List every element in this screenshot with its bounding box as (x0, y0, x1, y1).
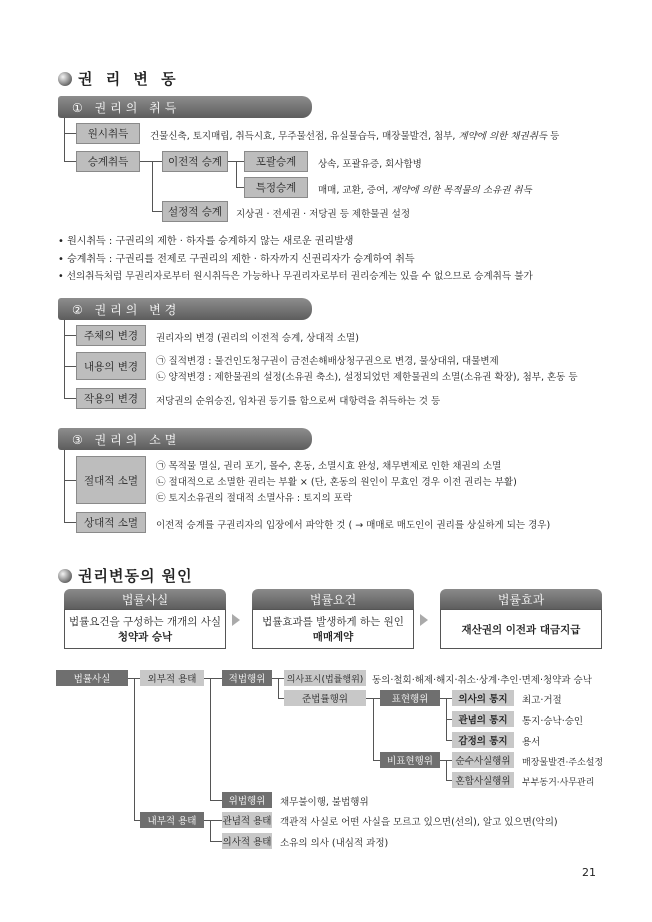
banner-change: ② 권리의 변경 (58, 298, 312, 320)
ideational-conduct-desc: 객관적 사실로 어떤 사실을 모르고 있으면(선의), 알고 있으면(악의) (280, 817, 558, 828)
box-specific-succession: 특정승계 (244, 177, 308, 198)
connector (64, 320, 65, 398)
subject-change-desc: 권리자의 변경 (권리의 이전적 승계, 상대적 소멸) (156, 333, 359, 344)
tree-notice-of-emotion: 감정의 통지 (452, 732, 514, 748)
box-subject-change: 주체의 변경 (76, 325, 146, 346)
absolute-loss-desc-1: ㉠ 목적물 멸실, 권리 포기, 몰수, 혼동, 소멸시효 완성, 채무변제로 인한 채권의 소멸 (156, 461, 502, 472)
connector (64, 161, 76, 162)
connector (152, 161, 153, 211)
content-change-desc-quantitative: ㉡ 양적변경 : 제한물권의 설정(소유권 축소), 설정되었던 제한물권의 소멸(소유권 확장), 첨부, 혼동 등 (156, 372, 578, 383)
box-absolute-loss: 절대적 소멸 (76, 456, 146, 504)
box-creative-succession: 설정적 승계 (162, 201, 228, 222)
tree-notice-of-intent: 의사의 통지 (452, 690, 514, 706)
tree-external-conduct: 외부적 용태 (140, 670, 204, 686)
tree-ideational-conduct: 관념적 용태 (222, 812, 272, 828)
connector (210, 678, 211, 800)
header-legal-requirement: 법률요건 (252, 589, 414, 609)
connector (446, 760, 447, 780)
notice-of-idea-desc: 통지·승낙·승인 (522, 716, 584, 727)
header-legal-fact: 법률사실 (64, 589, 226, 609)
tree-volitional-conduct: 의사적 용태 (222, 833, 272, 849)
box-legal-fact: 법률요건을 구성하는 개개의 사실 청약과 승낙 (64, 609, 226, 649)
relative-loss-desc: 이전적 승계를 구권리자의 입장에서 파악한 것 ( → 매매로 매도인이 권리를 상실하게 되는 경우) (156, 520, 551, 531)
section-title-rights-change: 권 리 변 동 (58, 68, 180, 89)
connector (64, 335, 76, 336)
connector (64, 450, 65, 522)
connector (373, 760, 380, 761)
connector (278, 678, 279, 698)
volitional-conduct-desc: 소유의 의사 (내심적 과정) (280, 838, 389, 849)
bullet-ball-icon (58, 72, 72, 86)
tree-lawful-act: 적법행위 (222, 670, 272, 686)
note-bullet: • 승계취득 : 구권리를 전제로 구권리의 제한 · 하자까지 신권리자가 승계하여 취득 (58, 254, 415, 265)
box-content-change: 내용의 변경 (76, 352, 146, 380)
connector (134, 678, 135, 820)
absolute-loss-desc-2: ㉡ 절대적으로 소멸한 권리는 부활 × (단, 혼동의 원인이 무효인 경우 이전 권리는 부활) (156, 477, 517, 488)
connector (210, 820, 211, 841)
tree-unlawful-act: 위법행위 (222, 792, 272, 808)
box-legal-effect: 재산권의 이전과 대금지급 (440, 609, 602, 649)
effect-change-desc: 저당권의 순위승진, 임차권 등기를 함으로써 대항력을 취득하는 것 등 (156, 396, 441, 407)
creative-succession-desc: 지상권 · 전세권 · 저당권 등 제한물권 설정 (236, 209, 411, 220)
tree-non-expression-act: 비표현행위 (380, 752, 440, 768)
box-transfer-succession: 이전적 승계 (162, 151, 228, 172)
connector (64, 118, 65, 162)
connector (64, 480, 76, 481)
connector (210, 800, 222, 801)
tree-expression-act: 표현행위 (380, 690, 440, 706)
arrow-right-icon (420, 614, 428, 626)
section-title-causes: 권리변동의 원인 (58, 565, 193, 586)
connector (236, 187, 244, 188)
tree-mixed-fact-act: 혼합사실행위 (452, 772, 514, 788)
header-legal-effect: 법률효과 (440, 589, 602, 609)
absolute-loss-desc-3: ㉢ 토지소유권의 절대적 소멸사유 : 토지의 포락 (156, 493, 353, 504)
tree-declaration-of-intent: 의사표시(법률행위) (284, 670, 366, 686)
tree-root-legal-fact: 법률사실 (56, 670, 128, 686)
box-effect-change: 작용의 변경 (76, 388, 146, 409)
box-succession-acquisition: 승계취득 (76, 151, 140, 172)
arrow-right-icon (232, 614, 240, 626)
original-acquisition-desc: 건물신축, 토지매립, 취득시효, 무주물선점, 유실물습득, 매장물발견, 첨부, 계약에 의한 채권취득 등 (150, 131, 560, 142)
box-relative-loss: 상대적 소멸 (76, 512, 146, 533)
connector (64, 366, 76, 367)
content-change-desc-qualitative: ㉠ 질적변경 : 물건인도청구권이 금전손해배상청구권으로 변경, 물상대위, 대물변제 (156, 356, 499, 367)
connector (204, 820, 222, 821)
connector (140, 161, 162, 162)
note-bullet: • 선의취득처럼 무권리자로부터 원시취득은 가능하나 무권리자로부터 권리승계는 있을 수 없으므로 승계취득 불가 (58, 271, 533, 282)
connector (152, 211, 162, 212)
notice-of-emotion-desc: 용서 (522, 737, 541, 748)
tree-quasi-legal-act: 준법률행위 (284, 690, 366, 706)
connector (204, 678, 222, 679)
notice-of-intent-desc: 최고·거절 (522, 695, 562, 706)
general-succession-desc: 상속, 포괄유증, 회사합병 (318, 159, 422, 170)
banner-loss: ③ 권리의 소멸 (58, 428, 312, 450)
box-general-succession: 포괄승계 (244, 151, 308, 172)
banner-acquisition: ① 권리의 취득 (58, 96, 312, 118)
mixed-fact-act-desc: 부부동거·사무관리 (522, 778, 595, 788)
tree-pure-fact-act: 순수사실행위 (452, 752, 514, 768)
declaration-of-intent-desc: 동의·철회·해제·해지·취소·상계·추인·면제·청약과 승낙 (372, 675, 592, 686)
pure-fact-act-desc: 매장물발견·주소설정 (522, 758, 604, 768)
bullet-ball-icon (58, 569, 72, 583)
connector (64, 522, 76, 523)
connector (64, 398, 76, 399)
page-number: 21 (582, 866, 596, 879)
box-original-acquisition: 원시취득 (76, 123, 140, 144)
specific-succession-desc: 매매, 교환, 증여, 계약에 의한 목적물의 소유권 취득 (318, 185, 532, 196)
tree-notice-of-idea: 관념의 통지 (452, 711, 514, 727)
connector (210, 841, 222, 842)
unlawful-act-desc: 채무불이행, 불법행위 (280, 797, 369, 808)
connector (64, 133, 76, 134)
note-bullet: • 원시취득 : 구권리의 제한 · 하자를 승계하지 않는 새로운 권리발생 (58, 236, 354, 247)
tree-internal-conduct: 내부적 용태 (140, 812, 204, 828)
box-legal-requirement: 법률효과를 발생하게 하는 원인 매매계약 (252, 609, 414, 649)
connector (236, 161, 237, 187)
connector (373, 698, 374, 760)
